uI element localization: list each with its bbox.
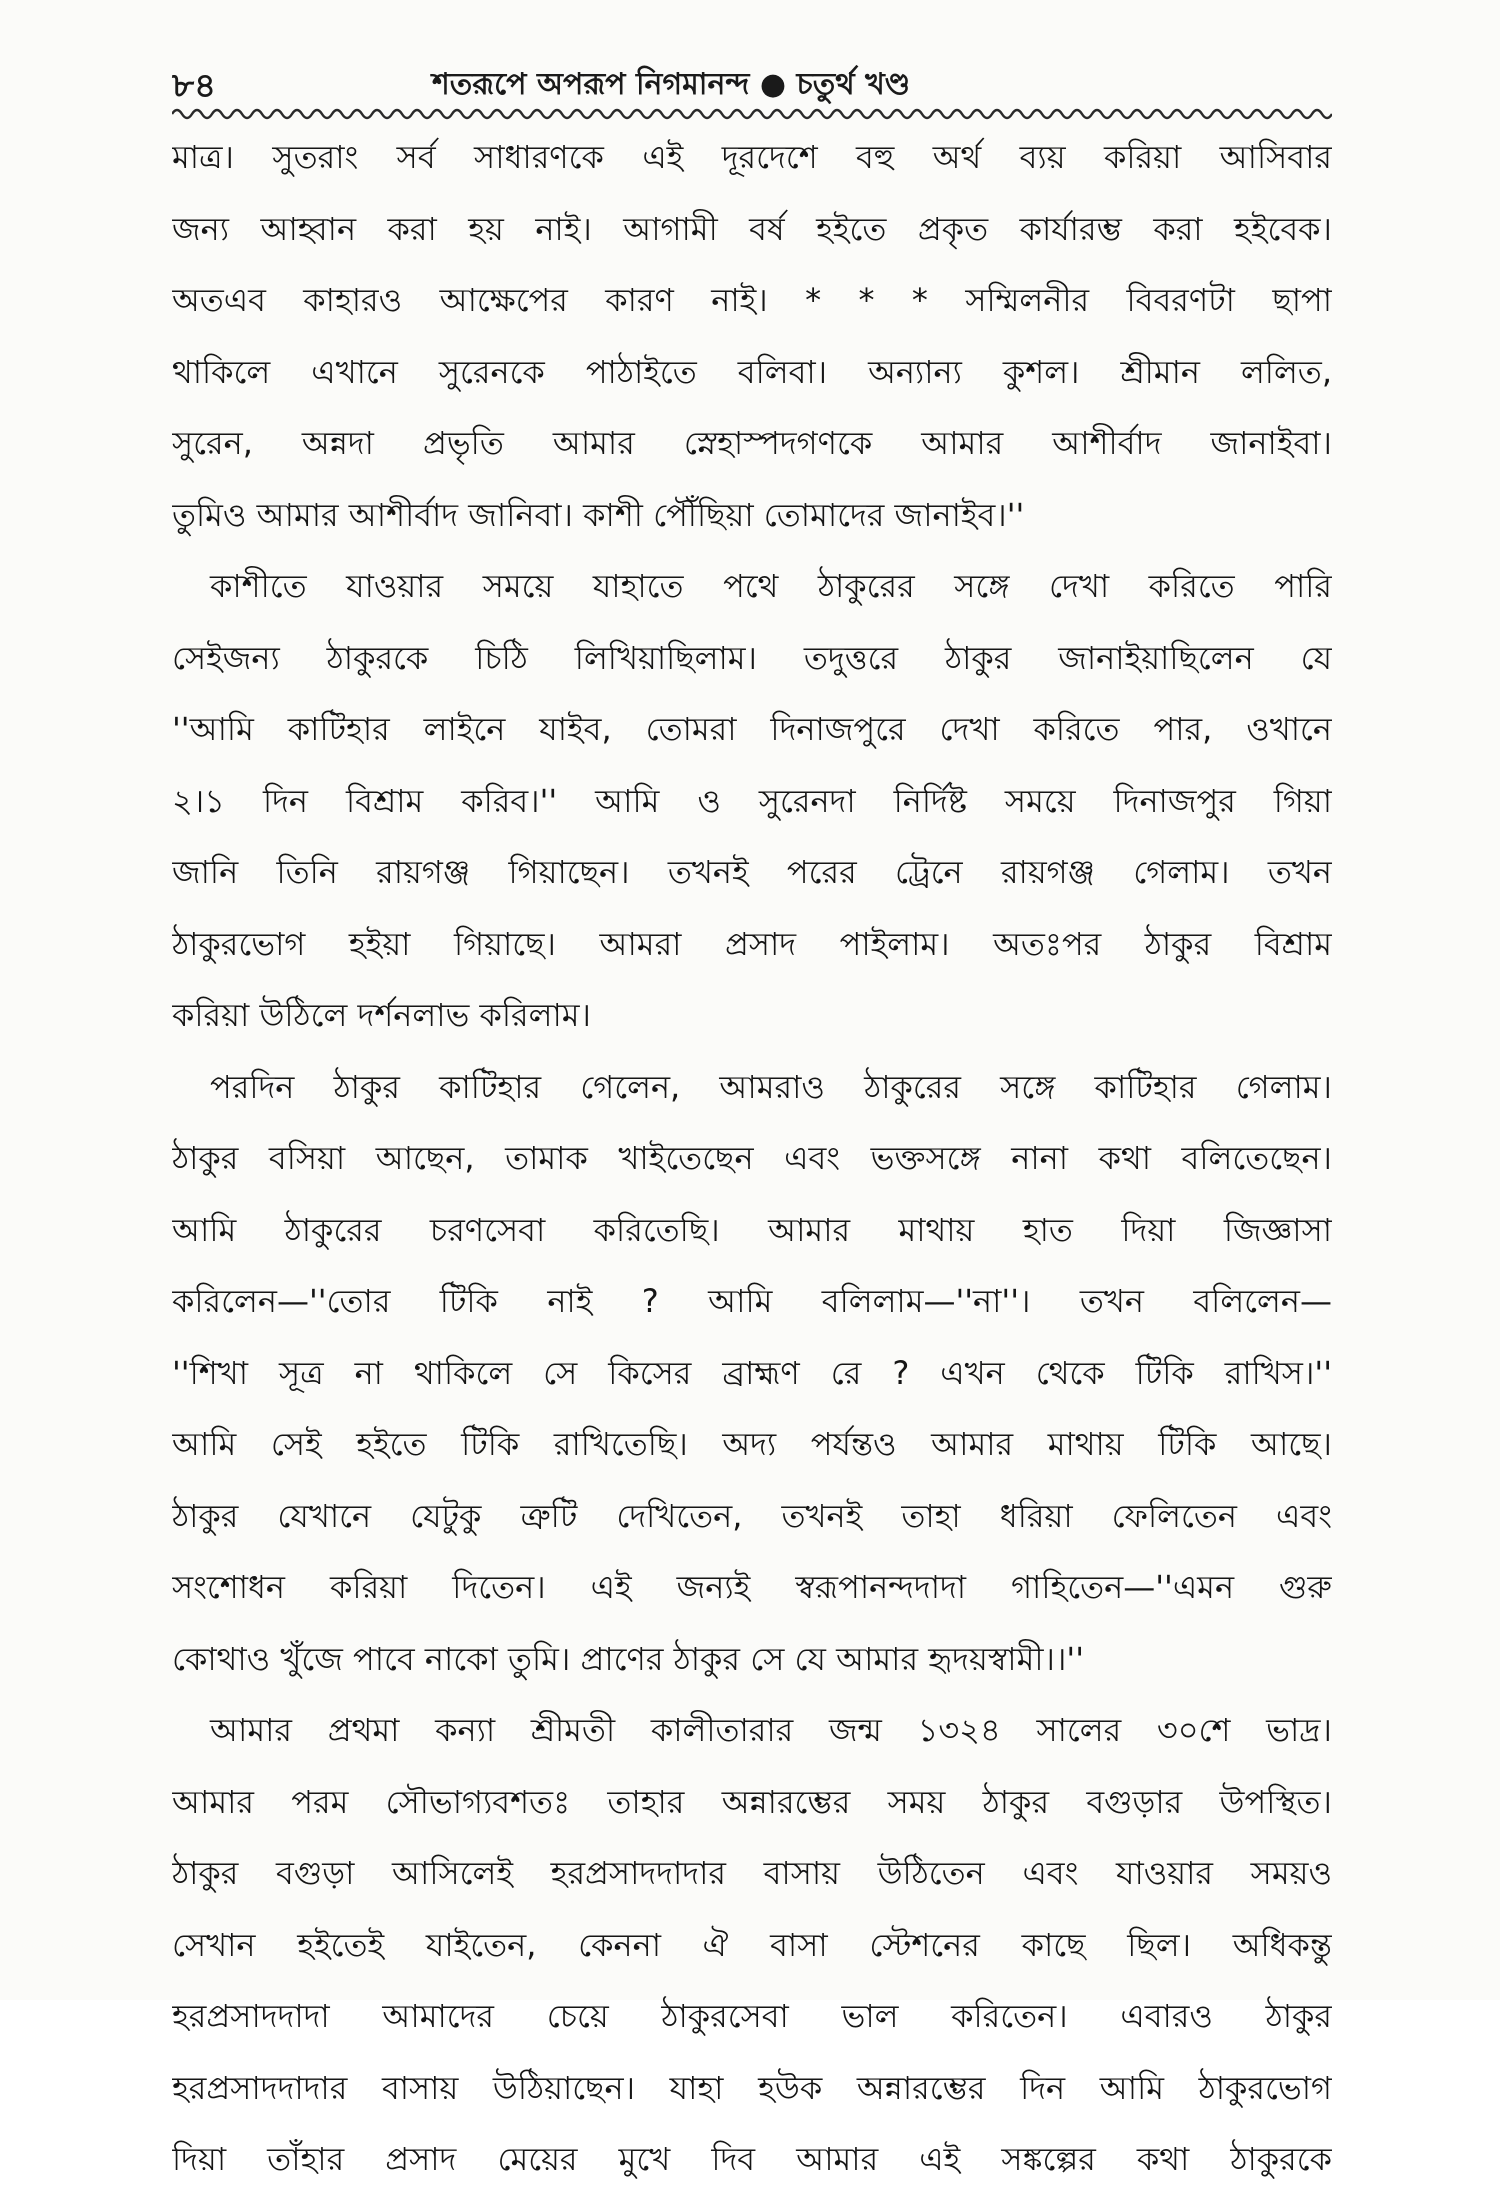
text-line: সেইজন্য ঠাকুরকে চিঠি লিখিয়াছিলাম। তদুত্তরে ঠাকুর জানাইয়াছিলেন যে <box>172 638 1332 677</box>
text-line: ''শিখা সূত্র না থাকিলে সে কিসের ব্রাহ্মণ রে ? এখন থেকে টিকি রাখিস।'' <box>172 1353 1332 1392</box>
text-line: সংশোধন করিয়া দিতেন। এই জন্যই স্বরূপানন্দদাদা গাহিতেন—''এমন গুরু <box>172 1568 1332 1606</box>
text-line: ঠাকুর যেখানে যেটুকু ত্রুটি দেখিতেন, তখনই তাহা ধরিয়া ফেলিতেন এবং <box>172 1496 1332 1535</box>
text-line: আমি ঠাকুরের চরণসেবা করিতেছি। আমার মাথায় হাত দিয়া জিজ্ঞাসা <box>172 1210 1332 1249</box>
text-line: ঠাকুর বসিয়া আছেন, তামাক খাইতেছেন এবং ভক্তসঙ্গে নানা কথা বলিতেছেন। <box>172 1139 1332 1177</box>
paragraph-first-line: আমার প্রথমা কন্যা শ্রীমতী কালীতারার জন্ম ১৩২৪ সালের ৩০শে ভাদ্র। <box>210 1711 1332 1749</box>
text-line: হরপ্রসাদদাদা আমাদের চেয়ে ঠাকুরসেবা ভাল করিতেন। এবারও ঠাকুর <box>172 1997 1332 2035</box>
page-header <box>172 56 1332 110</box>
text-line: কোথাও খুঁজে পাবে নাকো তুমি। প্রাণের ঠাকুর সে যে আমার হৃদয়স্বামী।।'' <box>172 1639 1084 1678</box>
text-line: ''আমি কাটিহার লাইনে যাইব, তোমরা দিনাজপুরে দেখা করিতে পার, ওখানে <box>172 710 1332 748</box>
paragraph-first-line: কাশীতে যাওয়ার সময়ে যাহাতে পথে ঠাকুরের সঙ্গে দেখা করিতে পারি <box>210 567 1332 605</box>
text-line: ঠাকুর বগুড়া আসিলেই হরপ্রসাদদাদার বাসায় উঠিতেন এবং যাওয়ার সময়ও <box>172 1854 1332 1892</box>
wavy-rule-divider <box>172 104 1332 124</box>
running-title: শতরূপে অপরূপ নিগমানন্দ ● চতুর্থ খণ্ড <box>432 67 911 102</box>
text-line: আমার পরম সৌভাগ্যবশতঃ তাহার অন্নারম্ভের সময় ঠাকুর বগুড়ার উপস্থিত। <box>172 1782 1332 1821</box>
text-line: আমি সেই হইতে টিকি রাখিতেছি। অদ্য পর্যন্তও আমার মাথায় টিকি আছে। <box>172 1425 1332 1463</box>
text-line: দিয়া তাঁহার প্রসাদ মেয়ের মুখে দিব আমার এই সঙ্কল্পের কথা ঠাকুরকে <box>172 2140 1332 2178</box>
text-line: থাকিলে এখানে সুরেনকে পাঠাইতে বলিবা। অন্যান্য কুশল। শ্রীমান ললিত, <box>172 352 1332 391</box>
text-line: জানি তিনি রায়গঞ্জ গিয়াছেন। তখনই পরের ট্রেনে রায়গঞ্জ গেলাম। তখন <box>172 853 1332 891</box>
text-line: ঠাকুরভোগ হইয়া গিয়াছে। আমরা প্রসাদ পাইলাম। অতঃপর ঠাকুর বিশ্রাম <box>172 924 1332 963</box>
text-line: জন্য আহ্বান করা হয় নাই। আগামী বর্ষ হইতে প্রকৃত কার্যারম্ভ করা হইবেক। <box>172 209 1332 248</box>
text-line: অতএব কাহারও আক্ষেপের কারণ নাই। * * * সম্মিলনীর বিবরণটা ছাপা <box>172 281 1332 319</box>
text-line: করিলেন—''তোর টিকি নাই ? আমি বলিলাম—''না''। তখন বলিলেন— <box>172 1282 1332 1320</box>
paragraph-first-line: পরদিন ঠাকুর কাটিহার গেলেন, আমরাও ঠাকুরের সঙ্গে কাটিহার গেলাম। <box>210 1067 1332 1106</box>
text-line: সেখান হইতেই যাইতেন, কেননা ঐ বাসা স্টেশনের কাছে ছিল। অধিকন্তু <box>172 1925 1332 1964</box>
body-text <box>172 122 1332 2196</box>
text-line: সুরেন, অন্নদা প্রভৃতি আমার স্নেহাস্পদগণকে আমার আশীর্বাদ জানাইবা। <box>172 424 1332 462</box>
text-line: মাত্র। সুতরাং সর্ব সাধারণকে এই দূরদেশে বহু অর্থ ব্যয় করিয়া আসিবার <box>172 138 1332 176</box>
text-line: করিয়া উঠিলে দর্শনলাভ করিলাম। <box>172 996 591 1034</box>
text-line: ২।১ দিন বিশ্রাম করিব।'' আমি ও সুরেনদা নির্দিষ্ট সময়ে দিনাজপুর গিয়া <box>172 781 1332 820</box>
page-number: ৮৪ <box>172 66 217 106</box>
text-line: তুমিও আমার আশীর্বাদ জানিবা। কাশী পৌঁছিয়া তোমাদের জানাইব।'' <box>172 495 1025 534</box>
text-line: হরপ্রসাদদাদার বাসায় উঠিয়াছেন। যাহা হউক অন্নারম্ভের দিন আমি ঠাকুরভোগ <box>172 2068 1332 2107</box>
